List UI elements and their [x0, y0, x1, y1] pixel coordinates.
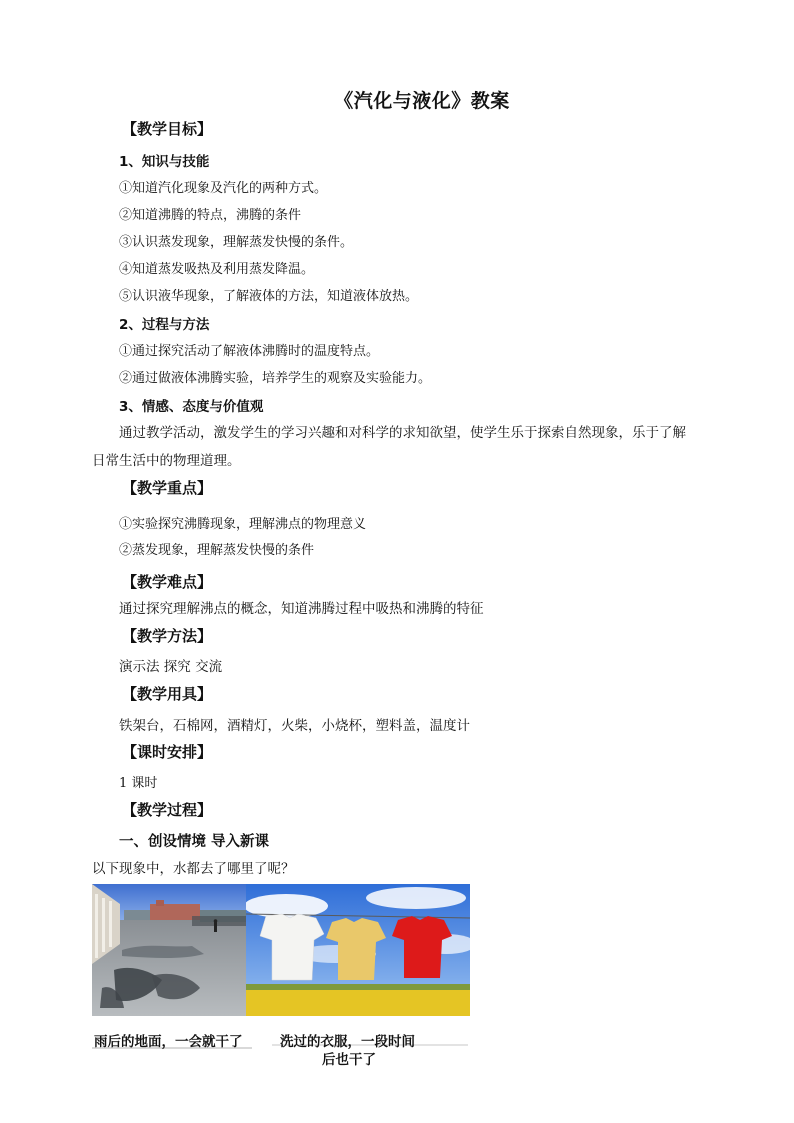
- goals-subheading-process: 2、过程与方法: [119, 317, 210, 333]
- goals-subheading-knowledge: 1、知识与技能: [119, 154, 210, 170]
- photo-caption-clothes-line2: 后也干了: [322, 1052, 376, 1068]
- difficulties-text: 通过探究理解沸点的概念，知道沸腾过程中吸热和沸腾的特征: [119, 601, 484, 617]
- key-point-item: ②蒸发现象，理解蒸发快慢的条件: [119, 543, 315, 558]
- section-key-points-heading: 【教学重点】: [122, 479, 213, 497]
- attitude-paragraph-line1: 通过教学活动，激发学生的学习兴趣和对科学的求知欲望，使学生乐于探索自然现象，乐于了解: [119, 425, 686, 441]
- goal-item: ③认识蒸发现象，理解蒸发快慢的条件。: [119, 235, 354, 250]
- section-schedule-heading: 【课时安排】: [122, 743, 213, 761]
- goal-item: ②知道沸腾的特点，沸腾的条件: [119, 208, 302, 223]
- tools-text: 铁架台，石棉网，酒精灯，火柴，小烧杯，塑料盖，温度计: [119, 718, 470, 734]
- goals-subheading-attitude: 3、情感、态度与价值观: [119, 399, 264, 415]
- goal-item: ①知道汽化现象及汽化的两种方式。: [119, 181, 328, 196]
- section-process-heading: 【教学过程】: [122, 801, 213, 819]
- section-goals-heading: 【教学目标】: [122, 120, 213, 138]
- goal-item: ①通过探究活动了解液体沸腾时的温度特点。: [119, 344, 380, 359]
- photo-caption-clothes-line1: 洗过的衣服，一段时间: [280, 1034, 415, 1050]
- attitude-paragraph-line2: 日常生活中的物理道理。: [92, 453, 241, 469]
- document-title: 《汽化与液化》教案: [334, 90, 510, 112]
- section-methods-heading: 【教学方法】: [122, 627, 213, 645]
- process-question: 以下现象中，水都去了哪里了呢？: [92, 861, 295, 877]
- key-point-item: ①实验探究沸腾现象，理解沸点的物理意义: [119, 517, 367, 532]
- schedule-text: 1 课时: [119, 776, 158, 791]
- section-difficulties-heading: 【教学难点】: [122, 573, 213, 591]
- process-subheading: 一、创设情境 导入新课: [119, 834, 270, 850]
- methods-text: 演示法 探究 交流: [119, 659, 223, 675]
- goal-item: ②通过做液体沸腾实验，培养学生的观察及实验能力。: [119, 371, 432, 386]
- goal-item: ④知道蒸发吸热及利用蒸发降温。: [119, 262, 315, 277]
- wet-ground-photo: [92, 884, 246, 1016]
- section-tools-heading: 【教学用具】: [122, 685, 213, 703]
- photo-caption-ground: 雨后的地面，一会就干了: [94, 1034, 243, 1050]
- illustration-panel: [92, 884, 470, 1066]
- drying-clothes-photo: [246, 884, 470, 1016]
- goal-item: ⑤认识液华现象，了解液体的方法，知道液体放热。: [119, 289, 419, 304]
